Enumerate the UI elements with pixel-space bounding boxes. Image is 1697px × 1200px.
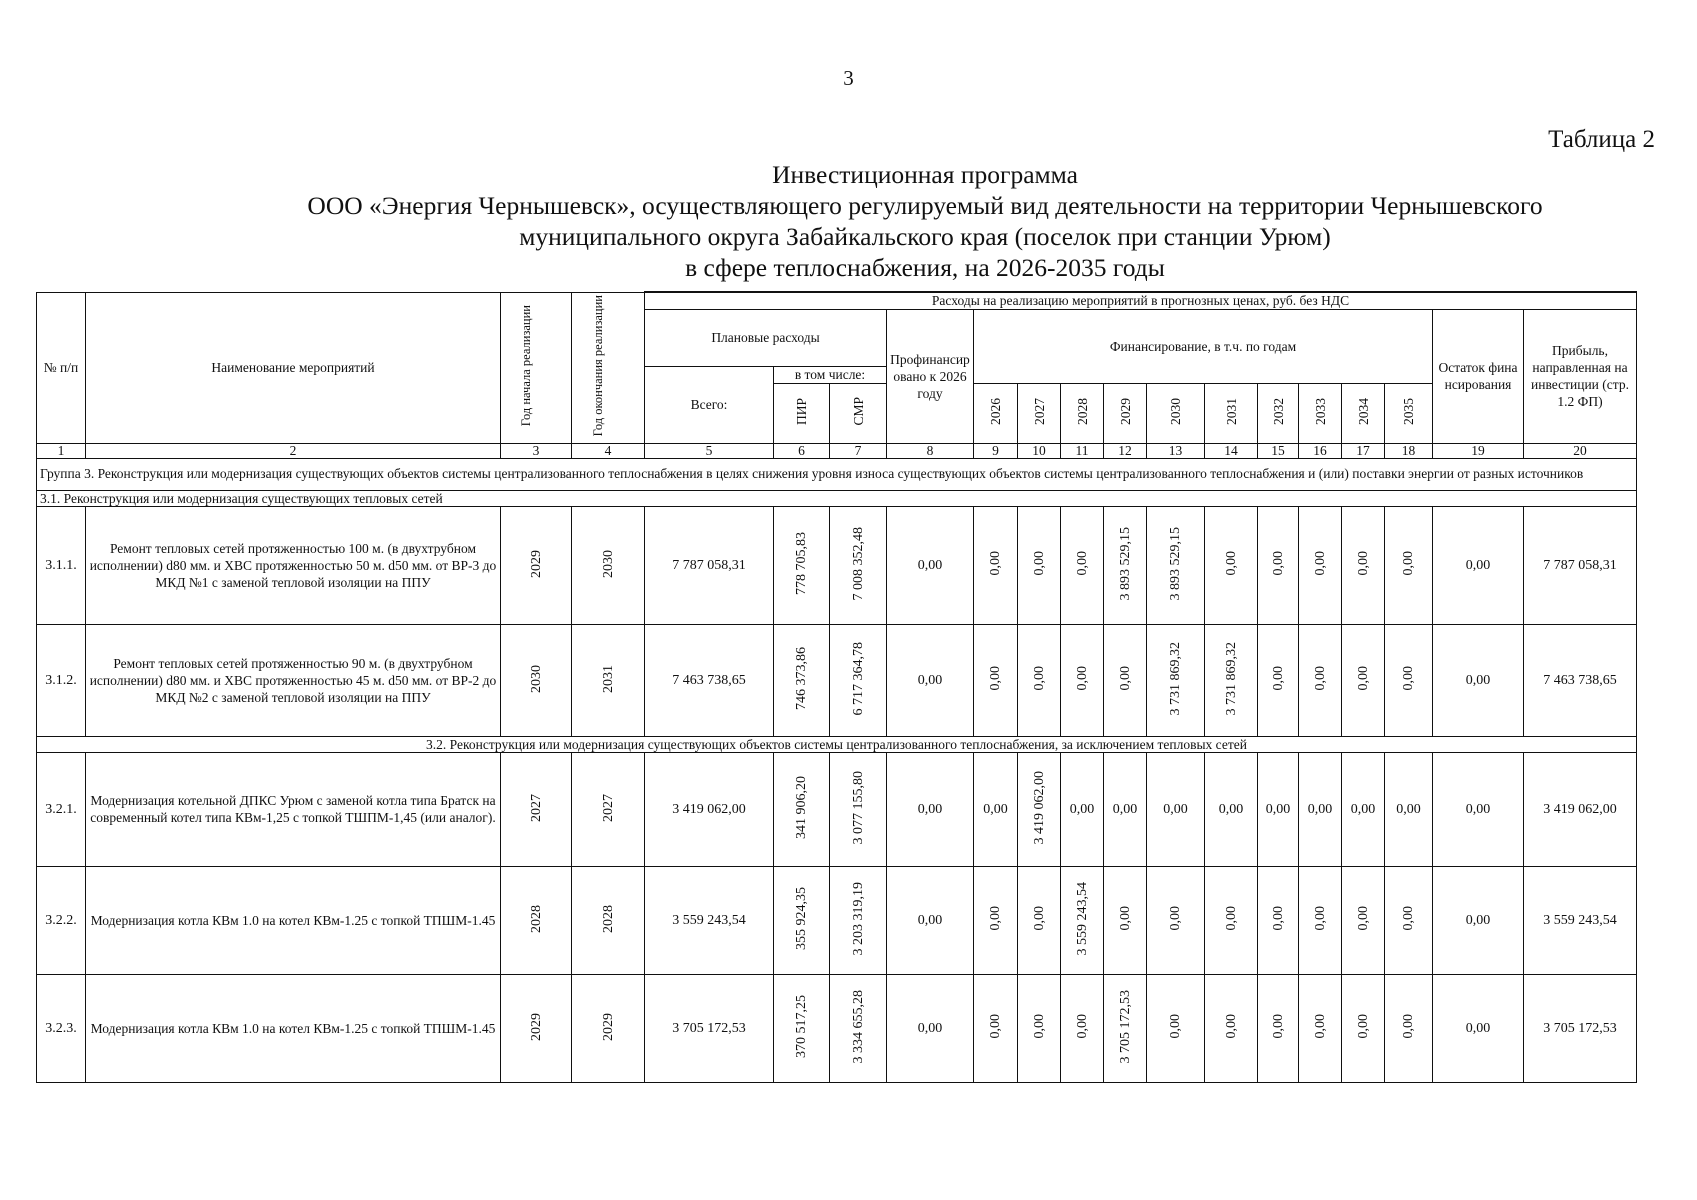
header-year: 2031	[1205, 383, 1258, 443]
column-number: 17	[1342, 443, 1385, 458]
row-smr: 3 203 319,19	[830, 866, 887, 974]
table-row	[37, 506, 1637, 624]
row-year-value: 0,00	[1147, 866, 1205, 974]
header-end-year: Год окончания реализации	[572, 292, 645, 443]
row-pir: 370 517,25	[774, 974, 830, 1082]
header-planned: Плановые расходы	[645, 309, 887, 366]
row-year-value: 0,00	[1061, 506, 1104, 624]
column-number: 11	[1061, 443, 1104, 458]
title-line: ООО «Энергия Чернышевск», осуществляющего регулируемый вид деятельности на территории Чернышевского	[307, 191, 1543, 220]
section-3-1-heading: 3.1. Реконструкция или модернизация существующих тепловых сетей	[37, 490, 1637, 506]
row-end-year: 2030	[572, 506, 645, 624]
row-profit: 3 559 243,54	[1524, 866, 1637, 974]
header-no: № п/п	[37, 292, 86, 443]
row-year-value: 0,00	[1018, 624, 1061, 736]
row-year-value: 3 419 062,00	[1018, 752, 1061, 866]
column-number: 10	[1018, 443, 1061, 458]
row-year-value: 3 705 172,53	[1104, 974, 1147, 1082]
column-number: 4	[572, 443, 645, 458]
row-prefinanced: 0,00	[887, 752, 974, 866]
row-profit: 3 419 062,00	[1524, 752, 1637, 866]
row-year-value: 0,00	[1147, 752, 1205, 866]
row-year-value: 0,00	[1299, 506, 1342, 624]
row-start-year: 2028	[501, 866, 572, 974]
header-total: Всего:	[645, 366, 774, 443]
row-year-value: 0,00	[1104, 752, 1147, 866]
row-year-value: 0,00	[974, 866, 1018, 974]
column-number: 14	[1205, 443, 1258, 458]
header-prefinanced: Профинансировано к 2026 году	[887, 309, 974, 443]
header-year: 2027	[1018, 383, 1061, 443]
row-year-value: 0,00	[1342, 974, 1385, 1082]
row-year-value: 0,00	[1299, 866, 1342, 974]
row-smr: 3 077 155,80	[830, 752, 887, 866]
row-number: 3.2.1.	[37, 752, 86, 866]
row-year-value: 0,00	[1299, 752, 1342, 866]
row-year-value: 0,00	[1385, 752, 1433, 866]
row-name: Модернизация котельной ДПКС Урюм с заменой котла типа Братск на современный котел типа КВм-1,25 с топкой ТШПМ-1,45 (или аналог).	[86, 752, 501, 866]
header-start-year: Год начала реализации	[501, 292, 572, 443]
row-pir: 778 705,83	[774, 506, 830, 624]
column-number: 12	[1104, 443, 1147, 458]
row-name: Модернизация котла КВм 1.0 на котел КВм-1.25 с топкой ТПШМ-1.45	[86, 866, 501, 974]
row-remaining: 0,00	[1433, 866, 1524, 974]
row-name: Ремонт тепловых сетей протяженностью 100 м. (в двухтрубном исполнении) d80 мм. и ХВС протяженностью 50 м. d50 мм. от ВР-3 до МКД №1 с заменой тепловой изоляции на ППУ	[86, 506, 501, 624]
row-smr: 7 008 352,48	[830, 506, 887, 624]
header-incl: в том числе:	[774, 366, 887, 383]
table-row	[37, 752, 1637, 866]
row-prefinanced: 0,00	[887, 974, 974, 1082]
row-profit: 3 705 172,53	[1524, 974, 1637, 1082]
header-year: 2030	[1147, 383, 1205, 443]
header-remaining: Остаток финансирования	[1433, 309, 1524, 443]
row-start-year: 2027	[501, 752, 572, 866]
column-number: 15	[1258, 443, 1299, 458]
row-year-value: 0,00	[1258, 866, 1299, 974]
title-line: муниципального округа Забайкальского края (поселок при станции Урюм)	[519, 222, 1331, 251]
row-remaining: 0,00	[1433, 624, 1524, 736]
row-start-year: 2029	[501, 506, 572, 624]
column-number: 7	[830, 443, 887, 458]
row-smr: 6 717 364,78	[830, 624, 887, 736]
header-year: 2028	[1061, 383, 1104, 443]
column-number: 1	[37, 443, 86, 458]
row-year-value: 0,00	[1205, 974, 1258, 1082]
header-year: 2032	[1258, 383, 1299, 443]
row-prefinanced: 0,00	[887, 624, 974, 736]
page-number: 3	[843, 66, 854, 90]
row-year-value: 0,00	[1258, 506, 1299, 624]
table-label: Таблица 2	[1548, 126, 1655, 153]
header-year: 2035	[1385, 383, 1433, 443]
row-year-value: 3 559 243,54	[1061, 866, 1104, 974]
table-row	[37, 624, 1637, 736]
column-number: 16	[1299, 443, 1342, 458]
row-number: 3.2.3.	[37, 974, 86, 1082]
row-year-value: 0,00	[1385, 866, 1433, 974]
row-start-year: 2029	[501, 974, 572, 1082]
row-pir: 746 373,86	[774, 624, 830, 736]
title-line: Инвестиционная программа	[772, 160, 1078, 189]
header-year: 2026	[974, 383, 1018, 443]
row-year-value: 3 893 529,15	[1147, 506, 1205, 624]
group-3-heading: Группа 3. Реконструкция или модернизация существующих объектов системы централизованного теплоснабжения в целях снижения уровня износа существующих объектов системы централизованного теплоснабжения и (или) поставки энергии от разных источников	[37, 458, 1637, 490]
row-year-value: 0,00	[974, 752, 1018, 866]
row-year-value: 0,00	[1258, 752, 1299, 866]
row-year-value: 0,00	[1205, 752, 1258, 866]
header-profit: Прибыль, направленная на инвестиции (стр. 1.2 ФП)	[1524, 309, 1637, 443]
row-number: 3.2.2.	[37, 866, 86, 974]
row-year-value: 0,00	[1342, 752, 1385, 866]
row-number: 3.1.1.	[37, 506, 86, 624]
row-year-value: 0,00	[1061, 624, 1104, 736]
row-year-value: 0,00	[974, 974, 1018, 1082]
row-total: 3 705 172,53	[645, 974, 774, 1082]
column-number: 5	[645, 443, 774, 458]
column-number: 20	[1524, 443, 1637, 458]
row-year-value: 0,00	[1385, 506, 1433, 624]
row-year-value: 0,00	[1018, 866, 1061, 974]
row-remaining: 0,00	[1433, 752, 1524, 866]
column-number: 18	[1385, 443, 1433, 458]
row-year-value: 0,00	[1342, 624, 1385, 736]
header-name: Наименование мероприятий	[86, 292, 501, 443]
row-prefinanced: 0,00	[887, 506, 974, 624]
row-total: 3 419 062,00	[645, 752, 774, 866]
header-financing: Финансирование, в т.ч. по годам	[974, 309, 1433, 383]
row-year-value: 0,00	[1342, 866, 1385, 974]
column-number: 3	[501, 443, 572, 458]
header-year: 2029	[1104, 383, 1147, 443]
row-pir: 341 906,20	[774, 752, 830, 866]
title-line: в сфере теплоснабжения, на 2026-2035 годы	[685, 253, 1165, 282]
row-total: 7 787 058,31	[645, 506, 774, 624]
row-year-value: 0,00	[1104, 624, 1147, 736]
row-year-value: 0,00	[974, 624, 1018, 736]
column-number: 13	[1147, 443, 1205, 458]
row-year-value: 0,00	[1061, 752, 1104, 866]
row-prefinanced: 0,00	[887, 866, 974, 974]
row-year-value: 0,00	[1385, 974, 1433, 1082]
row-end-year: 2027	[572, 752, 645, 866]
header-expenses-title: Расходы на реализацию мероприятий в прогнозных ценах, руб. без НДС	[645, 292, 1637, 309]
row-year-value: 0,00	[1018, 506, 1061, 624]
row-year-value: 0,00	[1258, 624, 1299, 736]
column-number: 19	[1433, 443, 1524, 458]
header-year: 2033	[1299, 383, 1342, 443]
row-number: 3.1.2.	[37, 624, 86, 736]
row-year-value: 0,00	[1205, 866, 1258, 974]
column-number: 6	[774, 443, 830, 458]
row-name: Ремонт тепловых сетей протяженностью 90 м. (в двухтрубном исполнении) d80 мм. и ХВС протяженностью 45 м. d50 мм. от ВР-2 до МКД №2 с заменой тепловой изоляции на ППУ	[86, 624, 501, 736]
row-year-value: 3 731 869,32	[1205, 624, 1258, 736]
row-year-value: 0,00	[1018, 974, 1061, 1082]
column-number: 9	[974, 443, 1018, 458]
header-pir: ПИР	[774, 383, 830, 443]
row-name: Модернизация котла КВм 1.0 на котел КВм-1.25 с топкой ТПШМ-1.45	[86, 974, 501, 1082]
row-profit: 7 787 058,31	[1524, 506, 1637, 624]
row-end-year: 2031	[572, 624, 645, 736]
row-smr: 3 334 655,28	[830, 974, 887, 1082]
row-year-value: 0,00	[1147, 974, 1205, 1082]
header-smr: СМР	[830, 383, 887, 443]
row-total: 3 559 243,54	[645, 866, 774, 974]
row-end-year: 2029	[572, 974, 645, 1082]
row-year-value: 0,00	[1299, 974, 1342, 1082]
row-total: 7 463 738,65	[645, 624, 774, 736]
table-row	[37, 974, 1637, 1082]
table-row	[37, 866, 1637, 974]
row-end-year: 2028	[572, 866, 645, 974]
row-year-value: 0,00	[1299, 624, 1342, 736]
row-year-value: 0,00	[1104, 866, 1147, 974]
row-start-year: 2030	[501, 624, 572, 736]
row-year-value: 3 893 529,15	[1104, 506, 1147, 624]
column-number: 8	[887, 443, 974, 458]
row-remaining: 0,00	[1433, 506, 1524, 624]
header-year: 2034	[1342, 383, 1385, 443]
row-year-value: 0,00	[1385, 624, 1433, 736]
document-title	[160, 159, 1690, 283]
row-year-value: 0,00	[1205, 506, 1258, 624]
row-year-value: 0,00	[974, 506, 1018, 624]
row-year-value: 0,00	[1342, 506, 1385, 624]
section-3-2-heading: 3.2. Реконструкция или модернизация существующих объектов системы централизованного теплоснабжения, за исключением тепловых сетей	[37, 736, 1637, 752]
row-pir: 355 924,35	[774, 866, 830, 974]
row-year-value: 3 731 869,32	[1147, 624, 1205, 736]
column-number: 2	[86, 443, 501, 458]
row-profit: 7 463 738,65	[1524, 624, 1637, 736]
row-year-value: 0,00	[1061, 974, 1104, 1082]
row-remaining: 0,00	[1433, 974, 1524, 1082]
investment-table	[36, 291, 1637, 1083]
row-year-value: 0,00	[1258, 974, 1299, 1082]
